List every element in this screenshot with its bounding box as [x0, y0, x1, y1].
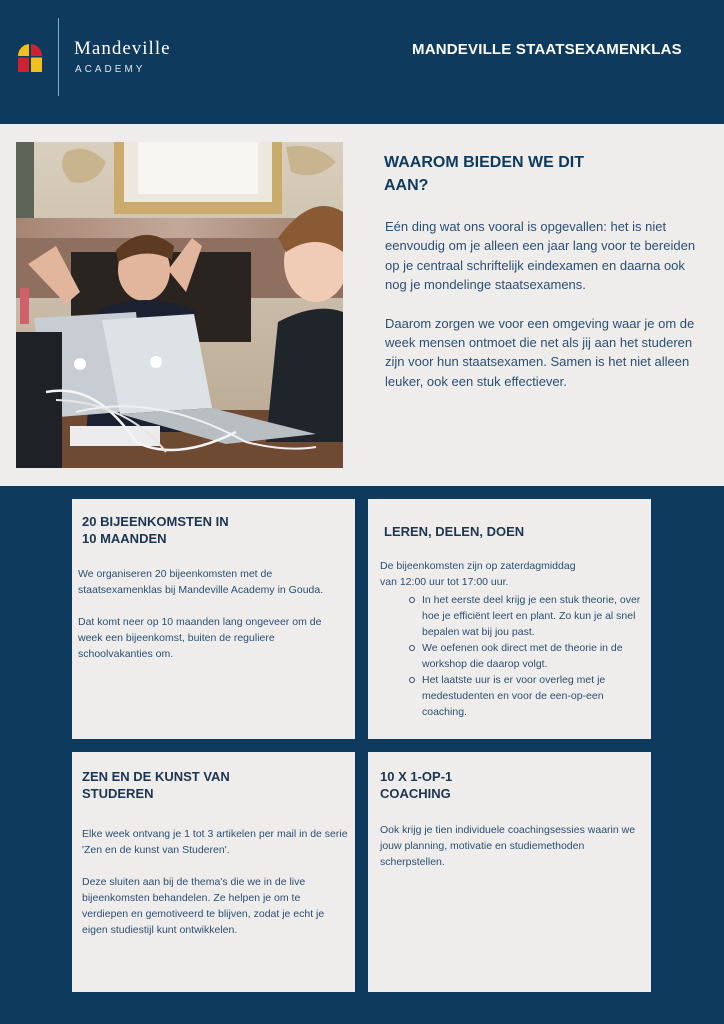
card-learn-text — [380, 558, 648, 720]
logo-divider — [58, 18, 59, 96]
card-learn-list — [380, 592, 648, 720]
mandeville-logo-icon — [16, 40, 44, 74]
card-meetings — [72, 499, 355, 739]
brand-subtitle: ACADEMY — [75, 64, 146, 75]
card-meetings-title: 20 BIJEENKOMSTEN IN 10 MAANDEN — [82, 514, 229, 546]
why-paragraph: Eén ding wat ons vooral is opgevallen: het is niet eenvoudig om je alleen een jaar lang voor te bereiden op je centraal schriftelijk eindexamen en daarna ook nog je mondelinge staatsexamens. — [385, 219, 696, 293]
card-zen-paragraph: Elke week ontvang je 1 tot 3 artikelen per mail in de serie 'Zen en de kunst van Studeren'. — [82, 828, 348, 856]
students-photo — [16, 142, 343, 468]
why-paragraph: Daarom zorgen we voor een omgeving waar je om de week mensen ontmoet die net als jij aan het studeren zijn voor hun staatsexamen. Samen is het niet alleen leuker, ook een stuk effectiever. — [385, 315, 695, 389]
list-item: We oefenen ook direct met de theorie in de workshop die daarop volgt. — [422, 640, 648, 672]
card-learn-title: LEREN, DELEN, DOEN — [384, 524, 525, 539]
header-title: MANDEVILLE STAATSEXAMENKLAS — [412, 41, 682, 58]
card-zen-title: ZEN EN DE KUNST VAN STUDEREN — [82, 769, 230, 801]
card-meetings-paragraph: Dat komt neer op 10 maanden lang ongeveer om de week een bijeenkomst, buiten de reguliere schoolvakanties om. — [78, 616, 322, 660]
card-coaching-title: 10 X 1-OP-1 COACHING — [380, 769, 453, 801]
card-coaching — [368, 752, 651, 992]
card-zen-text — [82, 826, 348, 954]
why-body — [385, 217, 710, 410]
page-header — [0, 0, 724, 124]
card-learn — [368, 499, 651, 739]
card-meetings-text — [78, 566, 346, 678]
card-learn-intro: van 12:00 uur tot 17:00 uur. — [380, 576, 509, 588]
card-coaching-paragraph: Ook krijg je tien individuele coachingsessies waarin we jouw planning, motivatie en studiemethoden scherpstellen. — [380, 824, 636, 868]
card-meetings-paragraph: We organiseren 20 bijeenkomsten met de staatsexamenklas bij Mandeville Academy in Gouda. — [78, 568, 324, 596]
list-item: In het eerste deel krijg je een stuk theorie, over hoe je efficiënt leert en plant. Zo kun je al snel bepalen wat bij jou past. — [422, 592, 648, 640]
card-coaching-text — [380, 822, 648, 886]
why-title: WAAROM BIEDEN WE DIT AAN? — [384, 154, 584, 194]
list-item: Het laatste uur is er voor overleg met je medestudenten en voor de een-op-een coaching. — [422, 672, 648, 720]
card-zen — [72, 752, 355, 992]
card-learn-intro: De bijeenkomsten zijn op zaterdagmiddag — [380, 560, 576, 572]
brand-name: Mandeville — [74, 38, 171, 59]
card-zen-paragraph: Deze sluiten aan bij de thema's die we in de live bijeenkomsten behandelen. Ze helpen je om te verdiepen en gemotiveerd te blijven, zodat je echt je eigen studiestijl kunt ontwikkelen. — [82, 876, 325, 936]
